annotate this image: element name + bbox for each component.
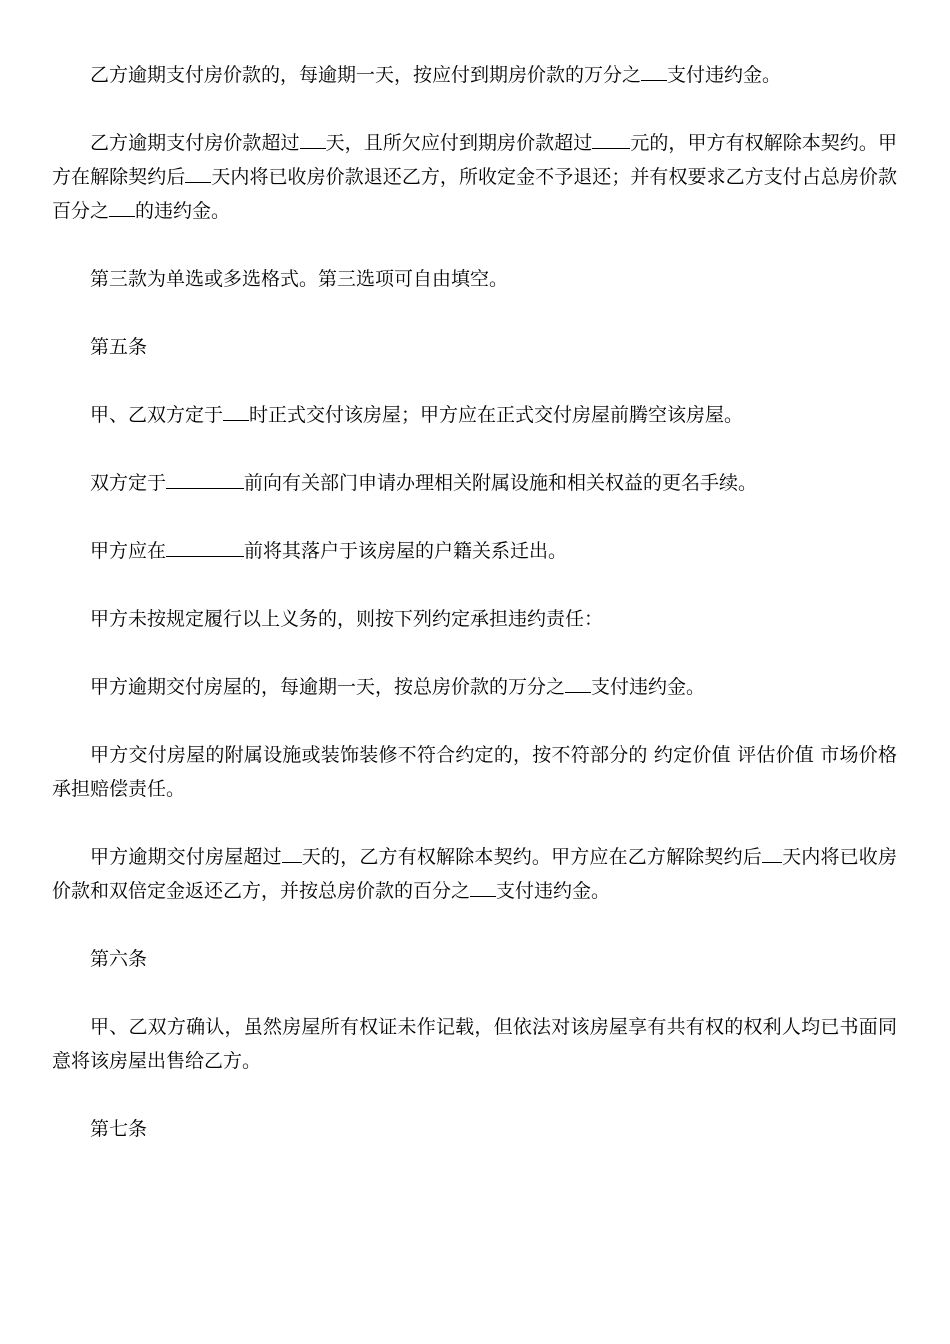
text-segment: 甲方交付房屋的附属设施或装饰装修不符合约定的，按不符部分的 约定价值 评估价值 市场价格 承担赔偿责任。	[52, 744, 897, 800]
text-segment: 甲、乙双方定于	[90, 404, 224, 426]
fill-blank	[166, 472, 244, 489]
text-segment: 甲方逾期交付房屋超过	[90, 846, 282, 868]
fill-blank	[762, 846, 782, 863]
document-page	[52, 58, 897, 1146]
text-segment: 元的，甲方有权解除本契约。甲方在解除契约后	[52, 132, 897, 188]
text-segment: 甲方未按规定履行以上义务的，则按下列约定承担违约责任：	[90, 608, 604, 630]
paragraph-late-delivery-penalty	[52, 670, 897, 704]
heading-article-6	[52, 942, 897, 976]
text-segment: 乙方逾期支付房价款超过	[90, 132, 300, 154]
fill-blank	[166, 540, 244, 557]
text-segment: 支付违约金。	[667, 64, 782, 86]
text-segment: 时正式交付该房屋；甲方应在正式交付房屋前腾空该房屋。	[249, 404, 744, 426]
paragraph-handover-date	[52, 398, 897, 432]
paragraph-co-owner-consent	[52, 1010, 897, 1078]
text-segment: 前向有关部门申请办理相关附属设施和相关权益的更名手续。	[244, 472, 758, 494]
text-segment: 天，且所欠应付到期房价款超过	[325, 132, 593, 154]
text-segment: 第三款为单选或多选格式。第三选项可自由填空。	[90, 268, 509, 290]
heading-article-7	[52, 1112, 897, 1146]
text-segment: 甲方逾期交付房屋的，每逾期一天，按总房价款的万分之	[90, 676, 566, 698]
text-segment: 支付违约金。	[591, 676, 706, 698]
paragraph-format-note	[52, 262, 897, 296]
text-segment: 第六条	[90, 948, 148, 970]
paragraph-buyer-default-termination	[52, 126, 897, 228]
fill-blank	[300, 132, 326, 149]
fill-blank	[641, 64, 667, 81]
text-segment: 天内将已收房价款退还乙方，所收定金不予退还；并有权要求乙方支付占总房价款百分之	[52, 166, 897, 222]
text-segment: 第五条	[90, 336, 148, 358]
text-segment: 天的，乙方有权解除本契约。甲方应在乙方解除契约后	[301, 846, 762, 868]
paragraph-facilities-compensation	[52, 738, 897, 806]
text-segment: 双方定于	[90, 472, 167, 494]
fill-blank	[592, 132, 630, 149]
paragraph-seller-liability-intro	[52, 602, 897, 636]
fill-blank	[470, 880, 496, 897]
fill-blank	[109, 200, 135, 217]
fill-blank	[282, 846, 302, 863]
fill-blank	[223, 404, 249, 421]
paragraph-name-change	[52, 466, 897, 500]
text-segment: 甲、乙双方确认，虽然房屋所有权证未作记载，但依法对该房屋享有共有权的权利人均已书面同意将该房屋出售给乙方。	[52, 1016, 897, 1072]
paragraph-seller-default-termination	[52, 840, 897, 908]
text-segment: 的违约金。	[135, 200, 231, 222]
text-segment: 第七条	[90, 1118, 148, 1140]
text-segment: 支付违约金。	[496, 880, 611, 902]
paragraph-household-registration	[52, 534, 897, 568]
heading-article-5	[52, 330, 897, 364]
text-segment: 乙方逾期支付房价款的，每逾期一天，按应付到期房价款的万分之	[90, 64, 642, 86]
paragraph-late-payment-penalty	[52, 58, 897, 92]
fill-blank	[565, 676, 591, 693]
fill-blank	[185, 166, 211, 183]
text-segment: 天内将已收房价款和双倍定金返还乙方，并按总房价款的百分之	[52, 846, 897, 902]
text-segment: 前将其落户于该房屋的户籍关系迁出。	[244, 540, 568, 562]
text-segment: 甲方应在	[90, 540, 167, 562]
